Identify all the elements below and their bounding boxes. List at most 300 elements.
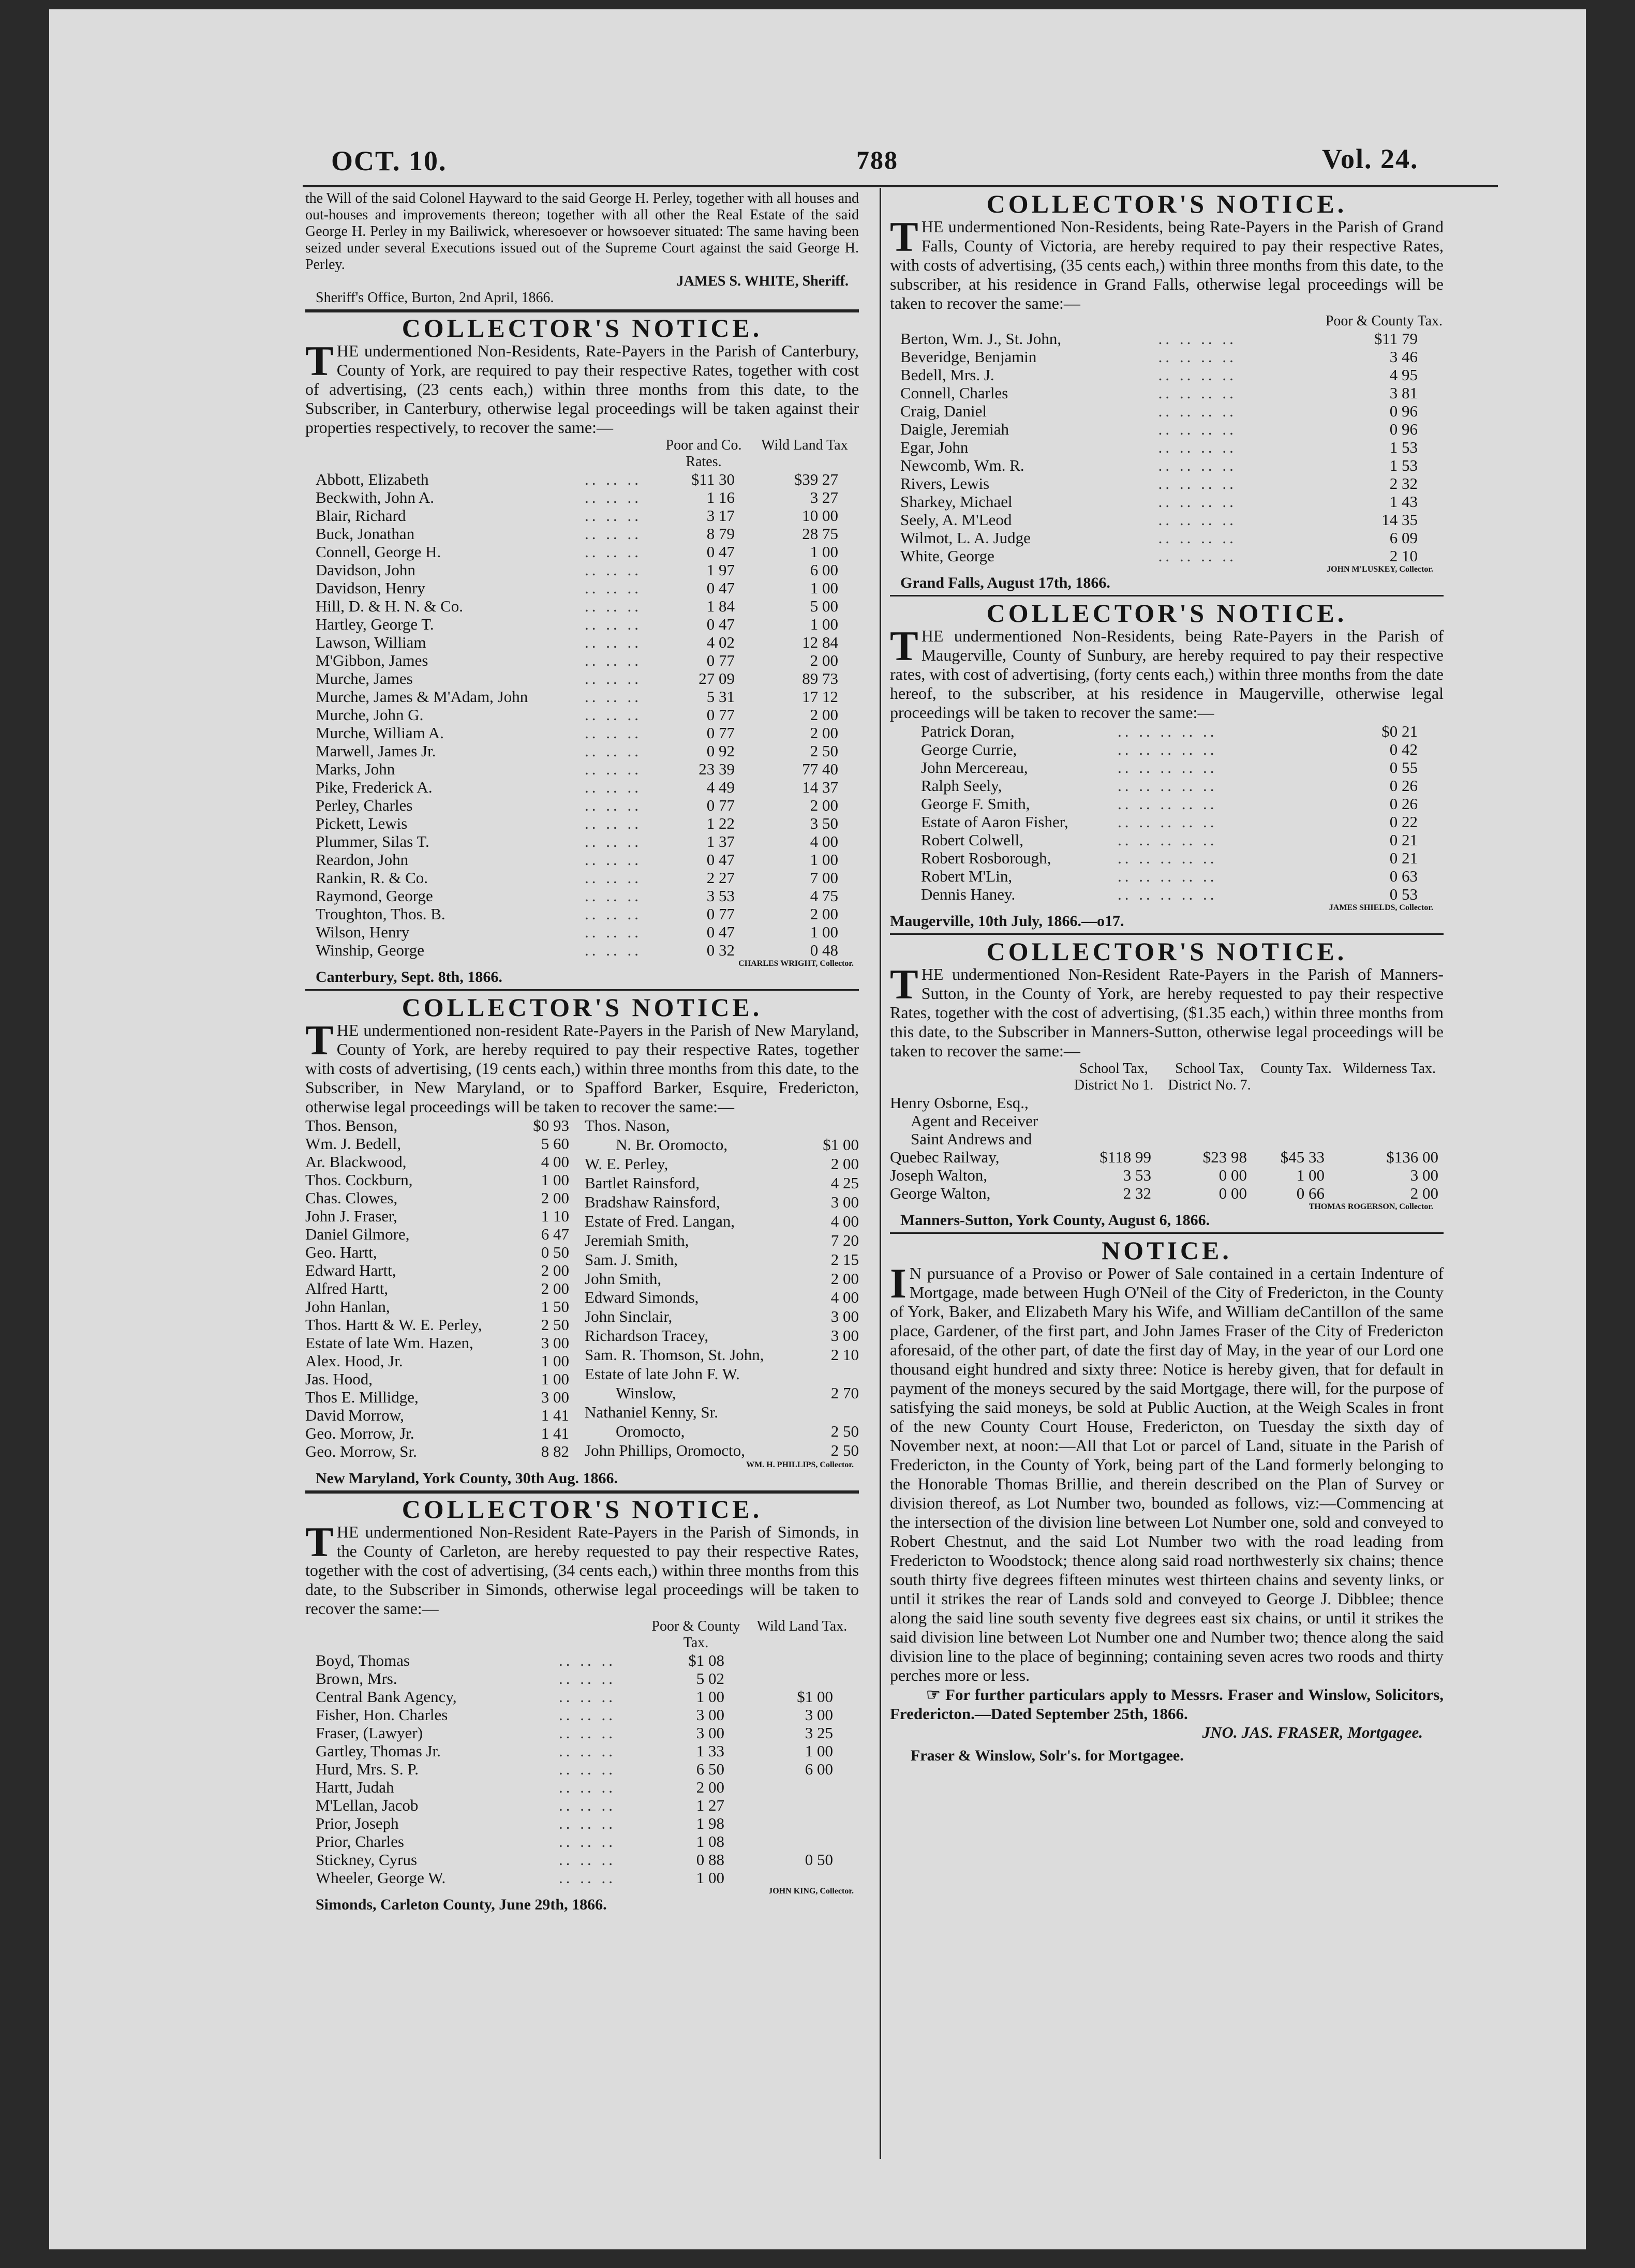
wild-land-tax: 5 00 [810, 597, 838, 615]
leader-dots: .. .. .. [585, 941, 642, 959]
leader-dots: .. .. .. .. [1158, 511, 1237, 529]
new-maryland-text: HE undermentioned non-resident Rate-Payers in the Parish of New Maryland, County of York, are hereby required to pay their respective Rates, together with costs of advertising, (19 cents each,) within three months from this date, to the Subscriber, in New Maryland, or to Spafford Barker, Esquire, Fredericton, otherwise legal proceedings will be taken to recover the same:— [305, 1021, 859, 1116]
table-row [900, 511, 1454, 529]
taxpayer-name: Estate of late Wm. Hazen, [305, 1334, 473, 1352]
table-row [316, 579, 859, 597]
leader-dots: .. .. .. [585, 633, 642, 651]
taxpayer-name: Chas. Clowes, [305, 1189, 398, 1207]
page-number: 788 [856, 145, 898, 174]
taxpayer-name: Hartley, George T. [316, 615, 434, 633]
county-tax: 1 00 [1296, 1166, 1325, 1184]
poor-county-tax: 1 00 [696, 1688, 724, 1706]
leader-dots: .. .. .. [585, 561, 642, 579]
leader-dots: .. .. .. [559, 1832, 616, 1851]
table-row [900, 493, 1454, 511]
manners-sutton-text: HE undermentioned Non-Resident Rate-Payers in the Parish of Manners-Sutton, in the County of York, are hereby requested to pay their respective Rates, together with the cost of advertising, ($1.35 each,) within three months from this date, to the Subscriber in Manners-Sutton, otherwise legal proceedings will be taken to recover the same:— [890, 965, 1444, 1060]
table-row [900, 438, 1454, 456]
leader-dots: .. .. .. [559, 1688, 616, 1706]
poor-county-tax: 1 08 [696, 1832, 724, 1851]
table-row [316, 1669, 859, 1688]
taxpayer-name: Patrick Doran, [921, 722, 1015, 740]
taxpayer-name: David Morrow, [305, 1406, 404, 1424]
taxpayer-name: Robert Colwell, [921, 831, 1024, 849]
table-row [316, 742, 859, 760]
table-row [316, 597, 859, 615]
taxpayer-name: Murche, James & M'Adam, John [316, 688, 528, 706]
leader-dots: .. .. .. .. .. [1118, 849, 1217, 867]
leader-dots: .. .. .. .. .. [1118, 831, 1217, 849]
table-row [890, 1148, 1444, 1166]
table-row [316, 905, 859, 923]
table-row [305, 1171, 585, 1189]
table-row [585, 1307, 859, 1326]
table-row [585, 1193, 859, 1212]
simonds-col1-header: Poor & County Tax. [651, 1618, 740, 1651]
table-row [316, 1742, 859, 1760]
tax-amount: 0 63 [1389, 867, 1418, 885]
maugerville-text: HE undermentioned Non-Residents, being Rate-Payers in the Parish of Maugerville, County of Sunbury, are hereby required to pay their respective rates, with cost of advertising, (forty cents each,) within three months from the date hereof, to the subscriber, at his residence in Maugerville, otherwise legal proceedings will be taken to recover the same:— [890, 626, 1444, 722]
taxpayer-name: Central Bank Agency, [316, 1688, 457, 1706]
mortgagee-signature: JNO. JAS. FRASER, Mortgagee. [1202, 1723, 1423, 1741]
poor-co-rate: 0 47 [706, 615, 735, 633]
wild-land-tax: 3 50 [810, 814, 838, 832]
taxpayer-name: Thos. Hartt & W. E. Perley, [305, 1316, 482, 1334]
taxpayer-name: John Hanlan, [305, 1297, 390, 1316]
new-maryland-lists [305, 1116, 859, 1460]
manners-sutton-table [890, 1061, 1444, 1202]
poor-county-tax: $11 79 [1374, 330, 1418, 348]
taxpayer-name: Sam. R. Thomson, St. John, [585, 1346, 764, 1364]
tax-amount: 2 15 [830, 1250, 859, 1269]
taxpayer-name: Ar. Blackwood, [305, 1153, 407, 1171]
canterbury-date: Canterbury, Sept. 8th, 1866. [316, 968, 502, 986]
table-row [316, 488, 859, 506]
taxpayer-name: Joseph Walton, [890, 1166, 988, 1184]
leader-dots: .. .. .. [559, 1742, 616, 1760]
grand-falls-title: COLLECTOR'S NOTICE. [986, 189, 1347, 218]
table-row [585, 1384, 859, 1403]
ms-header-3: County Tax. [1260, 1061, 1332, 1077]
leader-dots: .. .. .. [585, 887, 642, 905]
leader-dots: .. .. .. [585, 760, 642, 778]
leader-dots: .. .. .. [559, 1760, 616, 1778]
wild-land-tax [745, 1778, 859, 1796]
poor-co-rate: 1 97 [706, 561, 735, 579]
volume-number: Vol. 24. [1322, 143, 1419, 174]
poor-county-tax: 3 46 [1389, 348, 1418, 366]
table-row [316, 796, 859, 814]
taxpayer-name: Jas. Hood, [305, 1370, 373, 1388]
poor-county-tax: 3 00 [696, 1724, 724, 1742]
tax-amount: 1 41 [541, 1424, 569, 1442]
leader-dots: .. .. .. .. .. [1118, 740, 1217, 758]
taxpayer-name: Jeremiah Smith, [585, 1231, 689, 1249]
tax-amount: 4 00 [830, 1288, 859, 1307]
table-row [900, 456, 1454, 474]
table-row [316, 615, 859, 633]
wild-land-tax: 1 00 [810, 579, 838, 597]
table-row [305, 1316, 585, 1334]
taxpayer-name: Winship, George [316, 941, 424, 959]
leader-dots: .. .. .. [559, 1869, 616, 1887]
tax-amount: 0 55 [1389, 758, 1418, 777]
poor-co-rate: 0 92 [706, 742, 735, 760]
mortgage-text: N pursuance of a Proviso or Power of Sale contained in a certain Indenture of Mortgage, made between Hugh O'Neil of the City of Fredericton, in the County of York, Baker, and Elizabeth Mary his Wife, and William deCantillon of the same place, Gardener, of the first part, and John James Fraser of the City of Fredericton aforesaid, of the other part, of date the first day of May, in the year of our Lord one thousand eight hundred and sixty three: Notice is hereby given, that for default in payment of the moneys secured by the said Mortgage, there will, for the purpose of satisfying the said moneys, be sold at Public Auction, at the Weigh Scales in front of the new County Court House, Fredericton, on Tuesday the sixth day of November next, at noon:—All that Lot or parcel of Land, situate in the Parish of Fredericton, in the County of York, being part of the Land formerly belonging to the Honorable Thomas Brillie, and therein described on the Plan of Survey or division thereof, as Lot Number two, bounded as follows, viz:—Commencing at the intersection of the division line between Lot Number one, sold and conveyed to Robert Chestnut, and the said Lot Number two with the road leading from Fredericton to Woodstock; thence along said road northwesterly six chains; thence south thirty five degrees fifteen minutes west thirteen chains and seventy links, or until it strikes the rear of Lands sold and conveyed to George J. Dibblee; thence along the said line south seventy five degrees east six chains, or until it strikes the said division line between Lot Number one and Number two; thence along the said division line to the place of beginning; containing seven acres two roods and thirty perches more or less. [890, 1264, 1444, 1684]
table-row [921, 849, 1438, 867]
taxpayer-name: Gartley, Thomas Jr. [316, 1742, 441, 1760]
table-row [585, 1441, 859, 1460]
ms-header-4: Wilderness Tax. [1343, 1061, 1436, 1077]
taxpayer-name: John Sinclair, [585, 1307, 673, 1326]
table-row [921, 722, 1438, 740]
grand-falls-table [900, 313, 1454, 565]
table-row [900, 384, 1454, 402]
tax-amount: 1 00 [541, 1171, 569, 1189]
wild-land-tax: 3 25 [805, 1724, 833, 1742]
taxpayer-name: Bedell, Mrs. J. [900, 366, 994, 384]
table-row [305, 1370, 585, 1388]
canterbury-text: HE undermentioned Non-Residents, Rate-Payers in the Parish of Canterbury, County of York, are required to pay their respective Rates, together with cost of advertising, (23 cents each,) within three months from this date, to the Subscriber, in Canterbury, otherwise legal proceedings will be taken against their properties respectively, to recover the same:— [305, 341, 859, 437]
leader-dots: .. .. .. .. [1158, 474, 1237, 493]
taxpayer-name: Murche, John G. [316, 706, 424, 724]
taxpayer-name: John J. Fraser, [305, 1207, 397, 1225]
table-row [585, 1270, 859, 1289]
table-row [305, 1442, 585, 1460]
wild-land-tax: 1 00 [810, 543, 838, 561]
taxpayer-name: John Mercereau, [921, 758, 1028, 777]
leader-dots: .. .. .. [559, 1706, 616, 1724]
taxpayer-name: White, George [900, 547, 994, 565]
tax-amount: 0 50 [541, 1243, 569, 1261]
mortgage-sale-notice [890, 1237, 1444, 1765]
leader-dots: .. .. .. [559, 1669, 616, 1688]
tax-amount: 2 00 [541, 1279, 569, 1297]
table-row [890, 1184, 1444, 1202]
mortgage-dropcap: I [890, 1260, 906, 1307]
taxpayer-name: George Currie, [921, 740, 1017, 758]
tax-amount: 2 00 [830, 1154, 859, 1173]
taxpayer-name: Egar, John [900, 438, 969, 456]
taxpayer-name: Richardson Tracey, [585, 1326, 709, 1345]
poor-co-rate: 0 32 [706, 941, 735, 959]
poor-co-rate: 1 84 [706, 597, 735, 615]
taxpayer-name: Edward Hartt, [305, 1261, 396, 1279]
table-row [316, 1869, 859, 1887]
taxpayer-name: Lawson, William [316, 633, 426, 651]
newspaper-page [49, 9, 1586, 2249]
poor-co-rate: $11 30 [691, 470, 735, 488]
leader-dots: .. .. .. .. [1158, 420, 1237, 438]
maugerville-date: Maugerville, 10th July, 1866.—o17. [890, 913, 1124, 930]
new-maryland-notice [305, 994, 859, 1494]
wild-land-tax: 1 00 [810, 923, 838, 941]
table-row [921, 740, 1438, 758]
table-row [316, 869, 859, 887]
tax-amount: 3 00 [830, 1192, 859, 1211]
table-row [921, 885, 1438, 903]
wild-land-tax: 4 75 [810, 887, 838, 905]
tax-amount: 3 00 [541, 1388, 569, 1406]
maugerville-signature: JAMES SHIELDS, Collector. [1329, 903, 1433, 912]
section-rule [890, 933, 1444, 935]
simonds-text: HE undermentioned Non-Resident Rate-Payers in the Parish of Simonds, in the County of Carleton, are hereby requested to pay their respective Rates, together with the cost of advertising, (34 cents each,) within three months from this date, to the Subscriber in Simonds, otherwise legal proceedings will be taken to recover the same:— [305, 1523, 859, 1618]
tax-amount: $0 21 [1381, 722, 1418, 740]
grand-falls-notice [890, 190, 1444, 596]
taxpayer-name: Pike, Frederick A. [316, 778, 433, 796]
table-row [900, 402, 1454, 420]
table-row [316, 669, 859, 688]
wilderness-tax: $136 00 [1386, 1148, 1438, 1166]
wilderness-tax: 2 00 [1410, 1184, 1438, 1202]
leader-dots: .. .. .. [585, 651, 642, 669]
school-tax-d7: 0 00 [1218, 1184, 1247, 1202]
mortgage-notice-title: NOTICE. [1102, 1236, 1232, 1265]
table-row [316, 1651, 859, 1669]
taxpayer-name: Geo. Hartt, [305, 1243, 377, 1261]
taxpayer-name: Marwell, James Jr. [316, 742, 436, 760]
leader-dots: .. .. .. .. [1158, 493, 1237, 511]
grand-falls-dropcap: T [890, 213, 918, 260]
table-row [316, 561, 859, 579]
table-row [316, 814, 859, 832]
leader-dots: .. .. .. [585, 506, 642, 525]
grand-falls-text: HE undermentioned Non-Residents, being Rate-Payers in the Parish of Grand Falls, County of Victoria, are hereby required to pay their respective Rates, with costs of advertising, (35 cents each,) within three months from this date, to the subscriber, at his residence in Grand Falls, otherwise legal proceedings will be taken to recover the same:— [890, 217, 1444, 312]
taxpayer-name: Davidson, John [316, 561, 415, 579]
table-row [305, 1279, 585, 1297]
taxpayer-name: Seely, A. M'Leod [900, 511, 1012, 529]
table-row [921, 758, 1438, 777]
table-row [316, 543, 859, 561]
leader-dots: .. .. .. .. [1158, 529, 1237, 547]
header-rule [303, 185, 1498, 187]
poor-county-tax: 1 27 [696, 1796, 724, 1814]
taxpayer-name: Blair, Richard [316, 506, 406, 525]
poor-co-rate: 3 53 [706, 887, 735, 905]
taxpayer-name: Plummer, Silas T. [316, 832, 429, 850]
tax-amount: 7 20 [830, 1231, 859, 1249]
poor-co-rate: 1 22 [706, 814, 735, 832]
taxpayer-name: Wheeler, George W. [316, 1869, 446, 1887]
leader-dots: .. .. .. .. [1158, 402, 1237, 420]
leader-dots: .. .. .. [585, 488, 642, 506]
taxpayer-name: Ralph Seely, [921, 777, 1002, 795]
taxpayer-name: Brown, Mrs. [316, 1669, 397, 1688]
taxpayer-name: M'Lellan, Jacob [316, 1796, 419, 1814]
wild-land-tax: 4 00 [810, 832, 838, 850]
ms-header-1: School Tax, District No 1. [1074, 1061, 1154, 1093]
taxpayer-name: Wilmot, L. A. Judge [900, 529, 1031, 547]
table-row [585, 1288, 859, 1307]
wild-land-tax: 14 37 [802, 778, 838, 796]
poor-co-rate: 0 77 [706, 651, 735, 669]
table-row [316, 1760, 859, 1778]
taxpayer-name: Hurd, Mrs. S. P. [316, 1760, 419, 1778]
leader-dots: .. .. .. [585, 688, 642, 706]
table-row [585, 1116, 859, 1136]
wild-land-tax: 2 00 [810, 905, 838, 923]
table-row [900, 420, 1454, 438]
taxpayer-name: Estate of Fred. Langan, [585, 1212, 735, 1230]
grand-falls-date: Grand Falls, August 17th, 1866. [900, 574, 1110, 591]
taxpayer-name: W. E. Perley, [585, 1154, 668, 1173]
table-row [305, 1297, 585, 1316]
table-row [305, 1424, 585, 1442]
wild-land-tax: 7 00 [810, 869, 838, 887]
right-column [890, 190, 1444, 1765]
tax-amount: 2 00 [541, 1261, 569, 1279]
poor-county-tax: 6 50 [696, 1760, 724, 1778]
canterbury-col1-header: Poor and Co. Rates. [665, 437, 742, 470]
wild-land-tax: 77 40 [802, 760, 838, 778]
poor-co-rate: 23 39 [698, 760, 735, 778]
taxpayer-name: Fisher, Hon. Charles [316, 1706, 448, 1724]
table-row [585, 1365, 859, 1384]
leader-dots: .. .. .. .. [1158, 438, 1237, 456]
wild-land-tax: $39 27 [794, 470, 838, 488]
tax-amount: $0 93 [533, 1116, 569, 1135]
table-row [316, 1724, 859, 1742]
table-row [900, 330, 1454, 348]
poor-co-rate: 0 47 [706, 850, 735, 869]
tax-amount: 3 00 [541, 1334, 569, 1352]
table-row [316, 887, 859, 905]
taxpayer-name: George F. Smith, [921, 795, 1030, 813]
taxpayer-name: Beveridge, Benjamin [900, 348, 1037, 366]
canterbury-col2-header: Wild Land Tax [761, 437, 848, 453]
tax-amount: 4 25 [830, 1173, 859, 1192]
wild-land-tax: $1 00 [797, 1688, 833, 1706]
table-row [316, 850, 859, 869]
wild-land-tax [745, 1869, 859, 1887]
leader-dots: .. .. .. .. .. [1118, 867, 1217, 885]
wild-land-tax: 1 00 [810, 850, 838, 869]
tax-amount: 2 50 [830, 1441, 859, 1459]
poor-county-tax: 1 98 [696, 1814, 724, 1832]
wild-land-tax: 1 00 [810, 615, 838, 633]
taxpayer-name: John Smith, [585, 1269, 662, 1288]
taxpayer-name: Davidson, Henry [316, 579, 425, 597]
tax-amount: 0 22 [1389, 813, 1418, 831]
table-row [921, 831, 1438, 849]
simonds-signature: JOHN KING, Collector. [768, 1887, 854, 1896]
new-maryland-dropcap: T [305, 1017, 334, 1064]
wilderness-tax: 3 00 [1410, 1166, 1438, 1184]
wild-land-tax: 28 75 [802, 525, 838, 543]
taxpayer-name: Robert Rosborough, [921, 849, 1051, 867]
poor-co-rate: 1 37 [706, 832, 735, 850]
sheriff-signature: JAMES S. WHITE, Sheriff. [676, 273, 849, 289]
ms-entity-line: Saint Andrews and [911, 1130, 1032, 1148]
table-row [585, 1231, 859, 1250]
leader-dots: .. .. .. [585, 814, 642, 832]
table-row [585, 1346, 859, 1365]
table-row [585, 1326, 859, 1346]
leader-dots: .. .. .. [559, 1796, 616, 1814]
tax-amount: 1 41 [541, 1406, 569, 1424]
wild-land-tax: 2 00 [810, 706, 838, 724]
tax-amount [813, 1365, 859, 1384]
poor-county-tax: 3 00 [696, 1706, 724, 1724]
poor-co-rate: 0 47 [706, 543, 735, 561]
taxpayer-name: Thos E. Millidge, [305, 1388, 419, 1406]
table-row [585, 1136, 859, 1155]
leader-dots: .. .. .. [585, 869, 642, 887]
poor-county-tax: 1 53 [1389, 456, 1418, 474]
manners-sutton-notice [890, 938, 1444, 1234]
ms-header-2: School Tax, District No. 7. [1168, 1061, 1251, 1093]
leader-dots: .. .. .. .. [1158, 366, 1237, 384]
taxpayer-name: Connell, George H. [316, 543, 441, 561]
table-row [585, 1403, 859, 1422]
leader-dots: .. .. .. [585, 905, 642, 923]
tax-amount: 3 00 [830, 1326, 859, 1345]
manners-sutton-signature: THOMAS ROGERSON, Collector. [1309, 1202, 1433, 1211]
poor-co-rate: 1 16 [706, 488, 735, 506]
taxpayer-name: Prior, Joseph [316, 1814, 399, 1832]
tax-amount [813, 1116, 859, 1136]
wild-land-tax: 2 50 [810, 742, 838, 760]
poor-county-tax: $1 08 [688, 1651, 724, 1669]
taxpayer-name: Thos. Cockburn, [305, 1171, 413, 1189]
table-row [316, 941, 859, 959]
poor-co-rate: 0 77 [706, 796, 735, 814]
taxpayer-name: Troughton, Thos. B. [316, 905, 445, 923]
taxpayer-name: Rivers, Lewis [900, 474, 990, 493]
taxpayer-name: Marks, John [316, 760, 395, 778]
grand-falls-signature: JOHN M'LUSKEY, Collector. [1327, 565, 1433, 574]
new-maryland-date: New Maryland, York County, 30th Aug. 1866. [316, 1470, 618, 1487]
ms-entity-line: Henry Osborne, Esq., [890, 1094, 1029, 1112]
table-row [316, 1851, 859, 1869]
leader-dots: .. .. .. .. .. [1118, 795, 1217, 813]
table-row [585, 1422, 859, 1441]
leader-dots: .. .. .. [585, 470, 642, 488]
simonds-title: COLLECTOR'S NOTICE. [402, 1495, 763, 1524]
maugerville-title: COLLECTOR'S NOTICE. [986, 599, 1347, 628]
table-row [316, 1706, 859, 1724]
taxpayer-name: Geo. Morrow, Sr. [305, 1442, 417, 1460]
wild-land-tax: 2 00 [810, 651, 838, 669]
taxpayer-name: Boyd, Thomas [316, 1651, 410, 1669]
table-row [316, 1814, 859, 1832]
wild-land-tax [745, 1814, 859, 1832]
wild-land-tax [745, 1669, 859, 1688]
section-rule [890, 595, 1444, 596]
canterbury-table [316, 437, 859, 959]
tax-amount: 8 82 [541, 1442, 569, 1460]
mortgage-further: For further particulars apply to Messrs. Fraser and Winslow, Solicitors, Fredericton.—Dated September 25th, 1866. [890, 1685, 1444, 1723]
table-row [900, 474, 1454, 493]
poor-county-tax: 2 10 [1389, 547, 1418, 565]
wild-land-tax: 17 12 [802, 688, 838, 706]
taxpayer-name: Daniel Gilmore, [305, 1225, 410, 1243]
taxpayer-name: Wm. J. Bedell, [305, 1135, 402, 1153]
poor-co-rate: 0 77 [706, 905, 735, 923]
leader-dots: .. .. .. [559, 1851, 616, 1869]
table-row [585, 1174, 859, 1193]
leader-dots: .. .. .. [585, 543, 642, 561]
taxpayer-name: Sharkey, Michael [900, 493, 1013, 511]
leader-dots: .. .. .. [585, 669, 642, 688]
school-tax-d1: 3 53 [1123, 1166, 1151, 1184]
school-tax-d7: $23 98 [1202, 1148, 1247, 1166]
wild-land-tax [745, 1651, 859, 1669]
simonds-notice [305, 1496, 859, 1914]
table-row [585, 1155, 859, 1174]
taxpayer-name: Newcomb, Wm. R. [900, 456, 1024, 474]
tax-amount: 5 60 [541, 1135, 569, 1153]
wild-land-tax: 3 27 [810, 488, 838, 506]
